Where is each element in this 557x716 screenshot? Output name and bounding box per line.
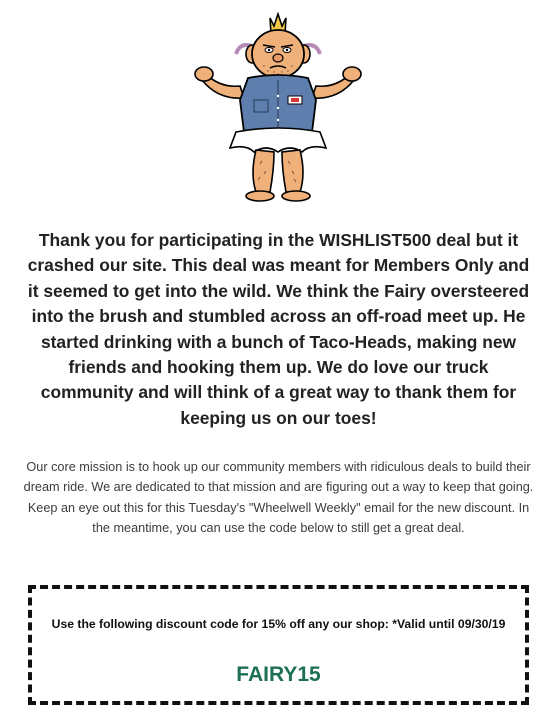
discount-coupon-box [28, 585, 529, 705]
mission-message: Our core mission is to hook up our community members with ridiculous deals to build their dream ride. We are dedicated to that mission and are figuring out a way to keep that going. Keep an eye out this for this Tuesday's "Wheelwell Weekly" email for the new discount. In the meantime, you can use the code below to still get a great deal. [23, 460, 534, 536]
headline-message: Thank you for participating in the WISHLIST500 deal but it crashed our site. This deal was meant for Members Only and it seemed to get into the wild. We think the Fairy oversteered into the brush and stumbled across an off-road meet up. He started drinking with a bunch of Taco-Heads, making new friends and hooking them up. We do love our truck community and will think of a great way to thank them for keeping us on our toes! [27, 230, 530, 428]
wishlist-fairy-mascot-icon [190, 8, 365, 208]
hero-image-area [0, 0, 557, 212]
coupon-description: Use the following discount code for 15% off any our shop: *Valid until 09/30/19 [51, 617, 506, 631]
discount-code[interactable]: FAIRY15 [236, 663, 321, 686]
